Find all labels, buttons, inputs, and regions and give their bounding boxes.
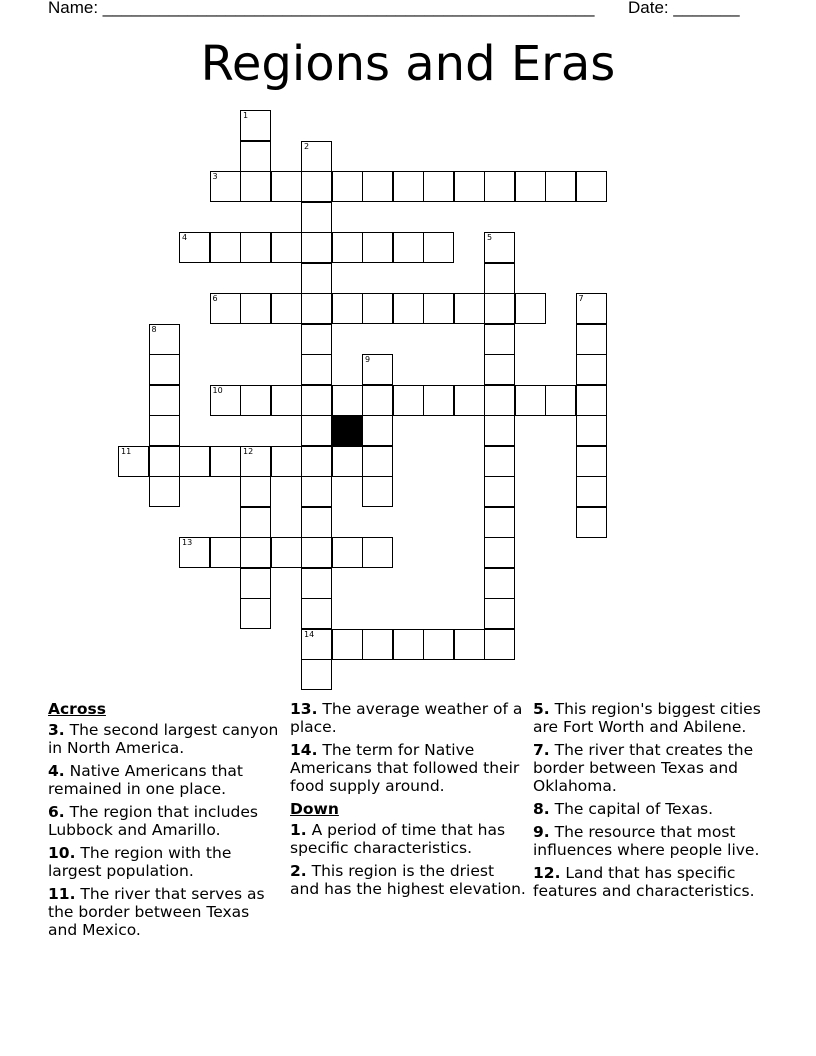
crossword-cell[interactable] xyxy=(484,324,515,355)
crossword-cell[interactable] xyxy=(484,171,515,202)
crossword-cell[interactable] xyxy=(149,385,180,416)
crossword-cell[interactable] xyxy=(271,385,302,416)
crossword-cell[interactable] xyxy=(576,446,607,477)
crossword-cell[interactable] xyxy=(301,232,332,263)
crossword-cell[interactable] xyxy=(484,507,515,538)
crossword-cell[interactable] xyxy=(271,537,302,568)
crossword-cell[interactable] xyxy=(515,385,546,416)
crossword-cell[interactable] xyxy=(240,568,271,599)
crossword-cell[interactable] xyxy=(423,385,454,416)
clues-column-1 xyxy=(48,700,280,944)
crossword-cell[interactable] xyxy=(576,415,607,446)
date-field-label: Date: _______ xyxy=(628,0,740,17)
crossword-cell[interactable] xyxy=(149,415,180,446)
crossword-cell[interactable] xyxy=(332,385,363,416)
crossword-cell[interactable] xyxy=(271,446,302,477)
crossword-cell[interactable] xyxy=(362,354,393,385)
crossword-cell[interactable] xyxy=(576,476,607,507)
crossword-cell[interactable] xyxy=(362,293,393,324)
crossword-cell[interactable] xyxy=(484,568,515,599)
crossword-cell[interactable] xyxy=(149,324,180,355)
clues-column-2 xyxy=(290,700,526,903)
crossword-cell[interactable] xyxy=(301,537,332,568)
name-field-label: Name: ____________________________________________________ xyxy=(48,0,595,17)
crossword-cell[interactable] xyxy=(332,537,363,568)
crossword-cell[interactable] xyxy=(576,507,607,538)
crossword-cell[interactable] xyxy=(332,232,363,263)
crossword-cell[interactable] xyxy=(545,385,576,416)
crossword-cell[interactable] xyxy=(210,293,241,324)
crossword-cell[interactable] xyxy=(240,293,271,324)
crossword-cell[interactable] xyxy=(484,354,515,385)
crossword-cell[interactable] xyxy=(362,385,393,416)
clues-column-3 xyxy=(533,700,773,905)
clue-number: 8 xyxy=(151,324,157,334)
crossword-cell[interactable] xyxy=(423,232,454,263)
clue-across-6: 6. The region that includes Lubbock and Amarillo. xyxy=(48,803,258,839)
crossword-cell[interactable] xyxy=(210,446,241,477)
clue-number: 11 xyxy=(121,446,132,456)
crossword-cell[interactable] xyxy=(454,385,485,416)
clue-number: 7 xyxy=(578,294,584,303)
crossword-cell[interactable] xyxy=(393,385,424,416)
crossword-cell[interactable] xyxy=(271,171,302,202)
crossword-cell[interactable] xyxy=(484,415,515,446)
crossword-cell[interactable] xyxy=(576,171,607,202)
crossword-cell[interactable] xyxy=(210,232,241,263)
crossword-cell[interactable] xyxy=(362,171,393,202)
crossword-cell[interactable] xyxy=(240,537,271,568)
crossword-cell[interactable] xyxy=(301,171,332,202)
crossword-cell[interactable] xyxy=(454,293,485,324)
crossword-cell[interactable] xyxy=(179,446,210,477)
crossword-cell[interactable] xyxy=(118,446,149,477)
crossword-cell[interactable] xyxy=(484,385,515,416)
crossword-cell[interactable] xyxy=(332,293,363,324)
crossword-cell[interactable] xyxy=(393,629,424,660)
crossword-cell[interactable] xyxy=(454,171,485,202)
crossword-cell[interactable] xyxy=(210,385,241,416)
crossword-cell[interactable] xyxy=(301,385,332,416)
clue-across-3: 3. The second largest canyon in North America. xyxy=(48,721,279,757)
crossword-cell[interactable] xyxy=(423,171,454,202)
clue-number: 2 xyxy=(304,141,310,151)
down-heading: Down xyxy=(290,800,339,818)
clue-number: 6 xyxy=(212,294,218,303)
crossword-cell[interactable] xyxy=(240,141,271,172)
crossword-cell[interactable] xyxy=(362,415,393,446)
page-title: Regions and Eras xyxy=(200,36,616,92)
crossword-cell[interactable] xyxy=(515,293,546,324)
crossword-cell[interactable] xyxy=(332,629,363,660)
clue-across-14: 14. The term for Native Americans that followed their food supply around. xyxy=(290,741,520,795)
clue-number: 3 xyxy=(212,172,218,181)
crossword-cell[interactable] xyxy=(393,293,424,324)
clue-down-5: 5. This region's biggest cities are Fort Worth and Abilene. xyxy=(533,700,761,736)
crossword-cell[interactable] xyxy=(362,629,393,660)
clue-across-4: 4. Native Americans that remained in one place. xyxy=(48,762,243,798)
crossword-cell[interactable] xyxy=(240,476,271,507)
crossword-cell[interactable] xyxy=(301,476,332,507)
clue-number: 12 xyxy=(243,446,254,456)
clue-number: 9 xyxy=(365,355,371,364)
clue-down-8: 8. The capital of Texas. xyxy=(533,800,713,818)
crossword-cell[interactable] xyxy=(362,476,393,507)
clue-down-7: 7. The river that creates the border between Texas and Oklahoma. xyxy=(533,741,754,795)
crossword-cell[interactable] xyxy=(179,232,210,263)
crossword-cell[interactable] xyxy=(240,171,271,202)
crossword-cell[interactable] xyxy=(271,293,302,324)
crossword-cell[interactable] xyxy=(362,537,393,568)
clue-across-10: 10. The region with the largest population. xyxy=(48,844,232,880)
crossword-cell[interactable] xyxy=(149,446,180,477)
crossword-cell[interactable] xyxy=(301,659,332,690)
crossword-cell[interactable] xyxy=(271,232,302,263)
crossword-cell[interactable] xyxy=(484,629,515,660)
crossword-cell[interactable] xyxy=(515,171,546,202)
crossword-cell[interactable] xyxy=(301,293,332,324)
crossword-cell[interactable] xyxy=(301,141,332,172)
clue-across-11: 11. The river that serves as the border between Texas and Mexico. xyxy=(48,885,265,939)
crossword-cell[interactable] xyxy=(301,202,332,233)
crossword-cell[interactable] xyxy=(301,415,332,446)
crossword-cell[interactable] xyxy=(301,598,332,629)
crossword-cell[interactable] xyxy=(301,263,332,294)
crossword-cell[interactable] xyxy=(240,507,271,538)
clue-down-2: 2. This region is the driest and has the highest elevation. xyxy=(290,862,526,898)
crossword-cell[interactable] xyxy=(179,537,210,568)
crossword-cell[interactable] xyxy=(332,171,363,202)
crossword-cell[interactable] xyxy=(576,354,607,385)
clue-number: 5 xyxy=(487,233,493,242)
crossword-cell[interactable] xyxy=(393,171,424,202)
clue-down-1: 1. A period of time that has specific characteristics. xyxy=(290,821,506,857)
crossword-cell[interactable] xyxy=(301,568,332,599)
crossword-cell[interactable] xyxy=(149,354,180,385)
clue-number: 1 xyxy=(243,111,249,120)
clue-across-13: 13. The average weather of a place. xyxy=(290,700,523,736)
crossword-cell[interactable] xyxy=(240,598,271,629)
clue-number: 10 xyxy=(212,385,223,395)
crossword-cell[interactable] xyxy=(301,629,332,660)
crossword-cell[interactable] xyxy=(301,446,332,477)
crossword-cell[interactable] xyxy=(301,324,332,355)
crossword-cell[interactable] xyxy=(240,385,271,416)
across-heading: Across xyxy=(48,700,106,718)
crossword-black-cell xyxy=(332,415,363,446)
crossword-cell[interactable] xyxy=(423,629,454,660)
crossword-cell[interactable] xyxy=(332,446,363,477)
crossword-cell[interactable] xyxy=(484,598,515,629)
crossword-cell[interactable] xyxy=(484,446,515,477)
crossword-cell[interactable] xyxy=(454,629,485,660)
crossword-cell[interactable] xyxy=(423,293,454,324)
crossword-cell[interactable] xyxy=(301,354,332,385)
crossword-cell[interactable] xyxy=(484,476,515,507)
crossword-cell[interactable] xyxy=(362,446,393,477)
crossword-cell[interactable] xyxy=(484,232,515,263)
crossword-cell[interactable] xyxy=(240,446,271,477)
crossword-cell[interactable] xyxy=(576,385,607,416)
crossword-cell[interactable] xyxy=(362,232,393,263)
crossword-cell[interactable] xyxy=(484,263,515,294)
crossword-cell[interactable] xyxy=(484,537,515,568)
clue-number: 14 xyxy=(304,629,315,639)
crossword-cell[interactable] xyxy=(210,537,241,568)
crossword-cell[interactable] xyxy=(393,232,424,263)
crossword-cell[interactable] xyxy=(484,293,515,324)
crossword-cell[interactable] xyxy=(240,110,271,141)
crossword-cell[interactable] xyxy=(576,293,607,324)
crossword-cell[interactable] xyxy=(576,324,607,355)
crossword-cell[interactable] xyxy=(240,232,271,263)
crossword-cell[interactable] xyxy=(301,507,332,538)
crossword-cell[interactable] xyxy=(210,171,241,202)
crossword-cell[interactable] xyxy=(545,171,576,202)
clue-down-12: 12. Land that has specific features and characteristics. xyxy=(533,864,755,900)
clue-number: 4 xyxy=(182,233,188,242)
crossword-cell[interactable] xyxy=(149,476,180,507)
clue-down-9: 9. The resource that most influences where people live. xyxy=(533,823,760,859)
clue-number: 13 xyxy=(182,538,193,547)
